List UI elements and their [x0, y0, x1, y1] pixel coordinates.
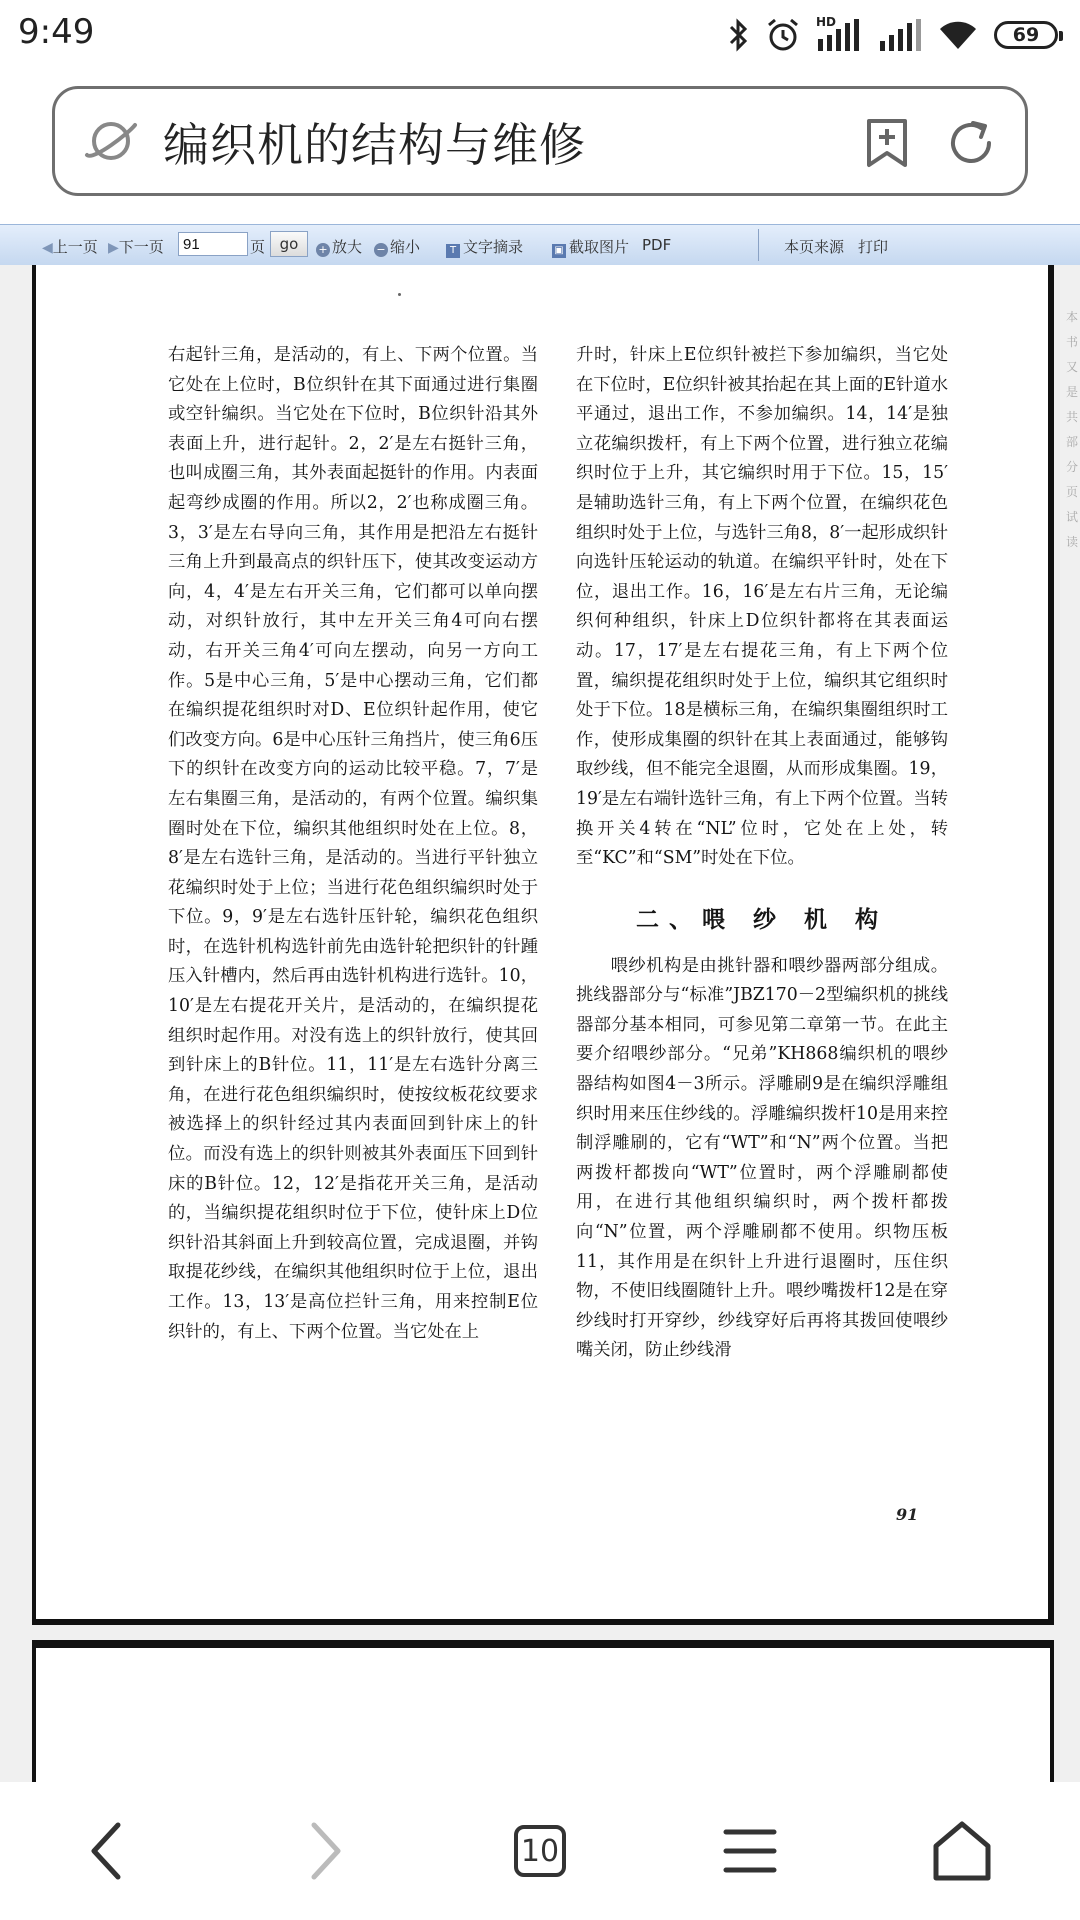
- text-excerpt-label: 文字摘录: [463, 238, 524, 256]
- page-source-button[interactable]: 本页来源: [784, 238, 845, 256]
- prev-page-label: 上一页: [52, 238, 98, 256]
- next-arrow-icon: ▶: [108, 240, 119, 256]
- zoom-in-button[interactable]: [316, 236, 362, 257]
- section-heading: 二、喂 纱 机 构: [635, 905, 889, 933]
- menu-icon: [722, 1826, 778, 1876]
- prev-arrow-icon: ◀: [42, 240, 53, 256]
- document-viewer[interactable]: [0, 265, 1080, 1782]
- refresh-icon[interactable]: [943, 115, 999, 171]
- next-book-page: [32, 1640, 1054, 1782]
- status-time: 9:49: [18, 12, 95, 52]
- status-icons: [728, 12, 1058, 58]
- page-side-marks: 本书又是共部分页试读: [1066, 310, 1079, 549]
- forward-button[interactable]: [276, 1782, 376, 1920]
- bottom-nav: [0, 1782, 1080, 1920]
- right-column-text-bottom: 喂纱机构是由挑针器和喂纱器两部分组成。挑线器部分与“标准”JBZ170－2型编织机的挑线器部分基本相同，可参见第二章第一节。在此主要介绍喂纱部分。“兄弟”KH868编织机的喂纱器结构如图4－3所示。浮雕刷9是在编织浮雕组织时用来压住纱线的。浮雕编织拨杆10是用来控制浮雕刷的，它有“WT”和“N”两个位置。当把两拨杆都拨向“WT”位置时，两个浮雕刷都使用，在进行其他组织编织时，两个拨杆都拨向“N”位置，两个浮雕刷都不使用。织物压板11，其作用是在织针上升进行退圈时，压住织物，不使旧线圈随针上升。喂纱嘴拨杆12是在穿纱线时打开穿纱，纱线穿好后再将其拨回使喂纱嘴关闭，防止纱线滑: [576, 955, 948, 1361]
- zoom-in-label: 放大: [332, 238, 363, 256]
- print-button[interactable]: 打印: [858, 238, 889, 256]
- left-column: [168, 341, 538, 1347]
- menu-button[interactable]: [700, 1782, 800, 1920]
- home-button[interactable]: [912, 1782, 1012, 1920]
- page-unit-label: 页: [250, 238, 266, 256]
- capture-image-label: 截取图片: [569, 238, 630, 256]
- zoom-in-icon: +: [316, 243, 330, 257]
- reader-toolbar: [0, 224, 1080, 266]
- page-number: 91: [896, 1505, 919, 1524]
- signal-icon: [878, 17, 922, 53]
- book-page: [32, 265, 1054, 1625]
- capture-image-button[interactable]: [552, 236, 629, 258]
- page-number-input[interactable]: [178, 232, 248, 256]
- address-bar[interactable]: [52, 86, 1028, 196]
- back-arrow-icon: [86, 1821, 126, 1881]
- text-excerpt-button[interactable]: [446, 236, 523, 258]
- next-page-label: 下一页: [118, 238, 164, 256]
- next-page-button[interactable]: [108, 236, 164, 257]
- pdf-button[interactable]: PDF: [642, 236, 672, 254]
- scan-speck: [398, 293, 401, 296]
- page-title[interactable]: 编织机的结构与维修: [163, 118, 586, 172]
- forward-arrow-icon: [306, 1821, 346, 1881]
- add-bookmark-icon[interactable]: [863, 117, 911, 169]
- wifi-icon: [938, 19, 978, 51]
- capture-image-icon: ▣: [552, 244, 566, 258]
- left-column-text: 右起针三角，是活动的，有上、下两个位置。当它处在上位时，B位织针在其下面通过进行集圈或空针编织。当它处在下位时，B位织针沿其外表面上升，进行起针。2，2′是左右挺针三角，也叫成圈三角，其外表面起挺针的作用。内表面起弯纱成圈的作用。所以2，2′也称成圈三角。3，3′是左右导向三角，其作用是把沿左右挺针三角上升到最高点的织针压下，使其改变运动方向，4，4′是左右开关三角，它们都可以单向摆动，对织针放行，其中左开关三角4可向右摆动，右开关三角4′可向左摆动，向另一方向工作。5是中心三角，5′是中心摆动三角，它们都在编织提花组织时对D、E位织针起作用，使它们改变方向。6是中心压针三角挡片，使三角6压下的织针在改变方向的运动比较平稳。7，7′是左右集圈三角，是活动的，有两个位置。编织集圈时处在下位，编织其他组织时处在上位。8，8′是左右选针三角，是活动的。当进行平针独立花编织时处于上位；当进行花色组织编织时处于下位。9，9′是左右选针压针轮，编织花色组织时，在选针机构选针前先由选针轮把织针的针踵压入针槽内，然后再由选针机构进行选针。10，10′是左右提花开关片，是活动的，在编织提花组织时起作用。对没有选上的织针放行，使其回到针床上的B针位。11，11′是左右选针分离三角，在进行花色组织编织时，使按纹板花纹要求被选择上的织针经过其内表面回到针床上的针位。而没有选上的织针则被其外表面压下回到针床的B针位。12，12′是指花开关三角，是活动的，当编织提花组织时位于下位，使针床上D位织针沿其斜面上升到较高位置，完成退圈，并钩取提花纱线，在编织其他组织时位于上位，退出工作。13，13′是高位拦针三角，用来控制E位织针的，有上、下两个位置。当它处在上: [168, 345, 538, 1342]
- toolbar-divider: [758, 229, 759, 261]
- alarm-clock-icon: [766, 17, 800, 53]
- network-label: HD: [816, 15, 837, 29]
- right-column-text-top: 升时，针床上E位织针被拦下参加编织，当它处在下位时，E位织针被其抬起在其上面的E针道水平通过，退出工作，不参加编织。14，14′是独立花编织拨杆，有上下两个位置，进行独立花编织时位于上升，其它编织时用于下位。15，15′是辅助选针三角，有上下两个位置，在编织花色组织时处于上位，与选针三角8，8′一起形成织针向选针压轮运动的轨道。在编织平针时，处在下位，退出工作。16，16′是左右片三角，无论编织何种组织，针床上D位织针都将在其表面运动。17，17′是左右提花三角，有上下两个位置，编织提花组织时处于上位，编织其它组织时处于下位。18是横标三角，在编织集圈组织时工作，使形成集圈的织针在其上表面通过，能够钩取纱线，但不能完全退圈，从而形成集圈。19，19′是左右端针选针三角，有上下两个位置。当转换开关4转在“NL”位时，它处在上处，转至“KC”和“SM”时处在下位。: [576, 345, 948, 869]
- prev-page-button[interactable]: [42, 236, 98, 257]
- home-icon: [930, 1820, 994, 1882]
- signal-hd-icon: [816, 17, 862, 53]
- go-button[interactable]: go: [270, 231, 308, 257]
- zoom-out-label: 缩小: [390, 238, 421, 256]
- right-column: [576, 341, 948, 1366]
- zoom-out-button[interactable]: [374, 236, 420, 257]
- planet-icon: [83, 115, 139, 167]
- battery-level: 69: [1012, 24, 1040, 46]
- tabs-button[interactable]: [490, 1782, 590, 1920]
- zoom-out-icon: −: [374, 243, 388, 257]
- bluetooth-icon: [728, 18, 750, 52]
- back-button[interactable]: [56, 1782, 156, 1920]
- battery-icon: [994, 21, 1058, 49]
- status-bar: [0, 0, 1080, 70]
- tab-count: 10: [514, 1825, 566, 1877]
- text-excerpt-icon: T: [446, 244, 460, 258]
